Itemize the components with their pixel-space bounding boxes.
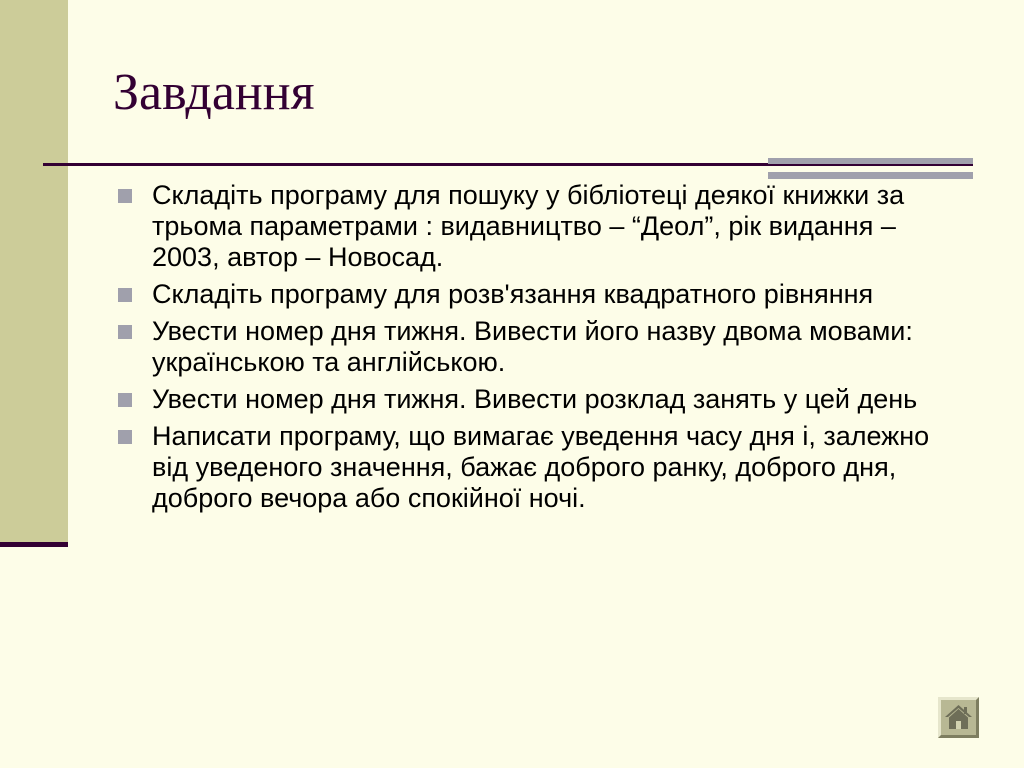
- slide-title: Завдання: [113, 64, 315, 121]
- task-item-4: [117, 384, 957, 415]
- task-item-5: [117, 421, 957, 514]
- left-band-rule: [0, 542, 68, 547]
- task-text-3: Увести номер дня тижня. Вивести його назву двома мовами: українською та англійською.: [152, 316, 913, 377]
- square-bullet-icon: [118, 393, 132, 407]
- decorative-gray-bar-top: [768, 158, 973, 164]
- home-icon: [941, 700, 976, 735]
- task-text-1: Складіть програму для пошуку у бібліотеці деякої книжки за трьома параметрами : видавництво – “Деол”, рік видання – 2003, автор – Новосад.: [152, 180, 905, 272]
- task-text-2: Складіть програму для розв'язання квадратного рівняння: [152, 279, 874, 309]
- task-text-4: Увести номер дня тижня. Вивести розклад занять у цей день: [152, 384, 918, 414]
- decorative-gray-bar-bottom: [768, 172, 973, 179]
- left-decorative-band: [0, 0, 68, 545]
- task-item-1: [117, 180, 957, 273]
- square-bullet-icon: [118, 288, 132, 302]
- square-bullet-icon: [118, 189, 132, 203]
- task-text-5: Написати програму, що вимагає уведення часу дня і, залежно від уведеного значення, бажає доброго ранку, доброго дня, доброго вечора або спокійної ночі.: [152, 421, 930, 513]
- task-list: [117, 180, 957, 520]
- task-item-2: [117, 279, 957, 310]
- square-bullet-icon: [118, 430, 132, 444]
- task-item-3: [117, 316, 957, 378]
- square-bullet-icon: [118, 325, 132, 339]
- home-button[interactable]: [938, 697, 979, 738]
